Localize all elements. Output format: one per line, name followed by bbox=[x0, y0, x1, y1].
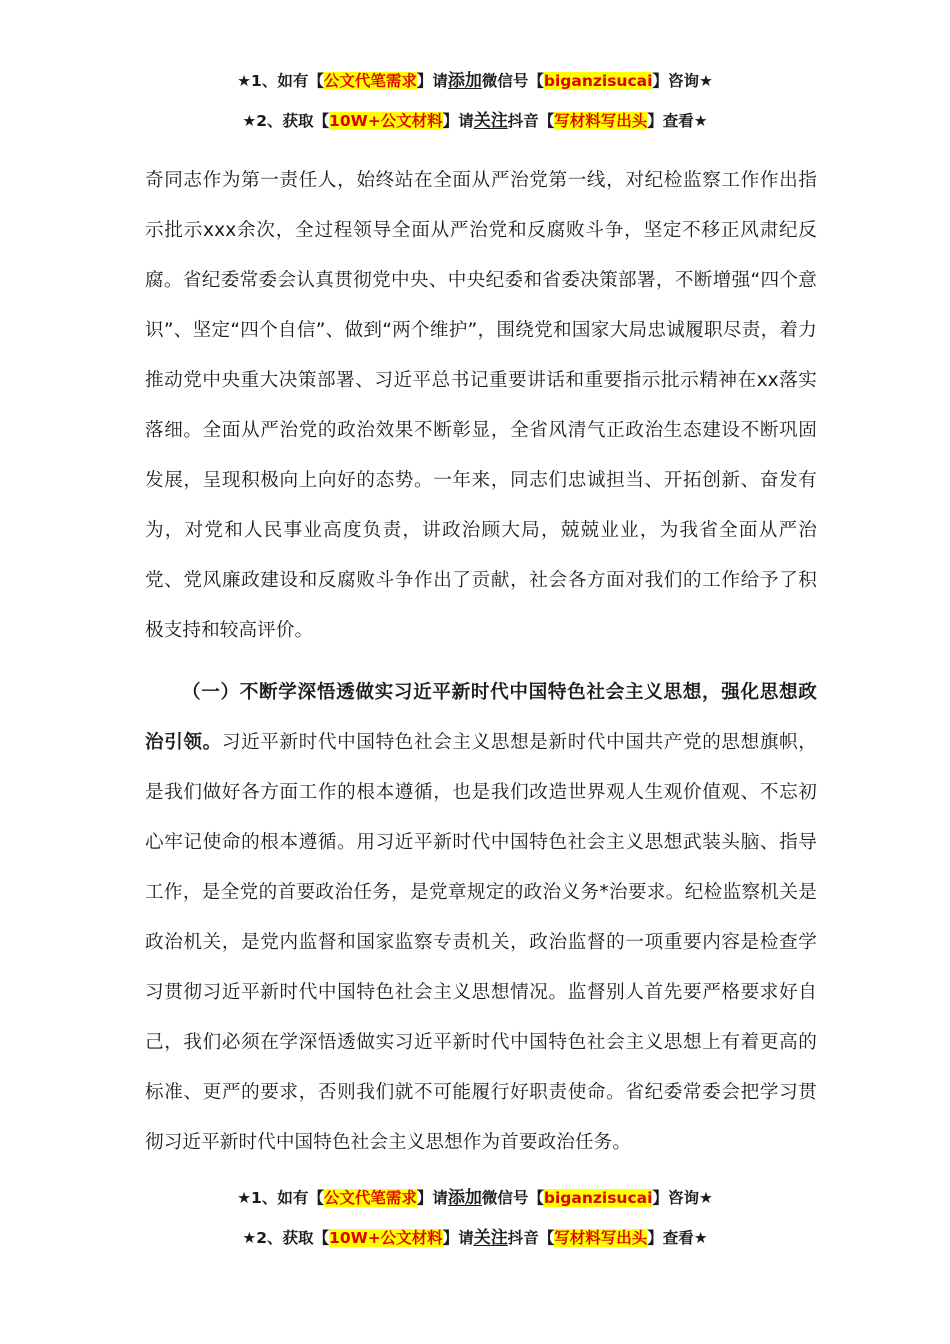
footer-banner-line-1 bbox=[0, 1187, 950, 1209]
footer-banner-line-2 bbox=[0, 1227, 950, 1249]
section-heading: （一）不断学深悟透做实习近平新时代中国特色社会主义思想，强化思想政治引领。 bbox=[145, 682, 817, 753]
banner-text: 】请 bbox=[416, 72, 448, 90]
banner-highlight-wechat-id: biganzisucai bbox=[543, 1189, 653, 1207]
header-banner-line-1 bbox=[0, 70, 950, 92]
banner-underline-follow: 关注 bbox=[473, 111, 508, 131]
banner-text: 抖音【 bbox=[507, 112, 555, 130]
banner-text: 】请 bbox=[442, 112, 474, 130]
banner-text: 微信号【 bbox=[481, 72, 544, 90]
banner-highlight-materials: 10W+公文材料 bbox=[329, 112, 443, 130]
banner-text: ★1、如有【 bbox=[237, 72, 324, 90]
banner-text: 】查看★ bbox=[647, 112, 708, 130]
banner-underline-add: 添加 bbox=[447, 71, 482, 91]
banner-underline-add: 添加 bbox=[447, 1188, 482, 1208]
banner-highlight-ghostwriting: 公文代笔需求 bbox=[323, 72, 417, 90]
paragraph-2 bbox=[145, 668, 817, 1168]
section-text: 习近平新时代中国特色社会主义思想是新时代中国共产党的思想旗帜，是我们做好各方面工作的根本遵循，也是我们改造世界观人生观价值观、不忘初心牢记使命的根本遵循。用习近平新时代中国特色社会主义思想武装头脑、指导工作，是全党的首要政治任务，是党章规定的政治义务*治要求。纪检监察机关是政治机关，是党内监督和国家监察专责机关，政治监督的一项重要内容是检查学习贯彻习近平新时代中国特色社会主义思想情况。监督别人首先要严格要求好自己，我们必须在学深悟透做实习近平新时代中国特色社会主义思想上有着更高的标准、更严的要求，否则我们就不可能履行好职责使命。省纪委常委会把学习贯彻习近平新时代中国特色社会主义思想作为首要政治任务。 bbox=[145, 732, 817, 1153]
paragraph-1: 奇同志作为第一责任人，始终站在全面从严治党第一线，对纪检监察工作作出指示批示xxx余次，全过程领导全面从严治党和反腐败斗争，坚定不移正风肃纪反腐。省纪委常委会认真贯彻党中央、中央纪委和省委决策部署，不断增强“四个意识”、坚定“四个自信”、做到“两个维护”，围绕党和国家大局忠诚履职尽责，着力推动党中央重大决策部署、习近平总书记重要讲话和重要指示批示精神在xx落实落细。全面从严治党的政治效果不断彰显，全省风清气正政治生态建设不断巩固发展，呈现积极向上向好的态势。一年来，同志们忠诚担当、开拓创新、奋发有为，对党和人民事业高度负责，讲政治顾大局，兢兢业业，为我省全面从严治党、党风廉政建设和反腐败斗争作出了贡献，社会各方面对我们的工作给予了积极支持和较高评价。 bbox=[145, 170, 817, 641]
banner-text: ★2、获取【 bbox=[242, 1229, 330, 1247]
banner-text: 】查看★ bbox=[647, 1229, 708, 1247]
banner-highlight-materials: 10W+公文材料 bbox=[329, 1229, 443, 1247]
banner-text: 】请 bbox=[416, 1189, 448, 1207]
banner-highlight-douyin: 写材料写出头 bbox=[554, 1229, 648, 1247]
banner-underline-follow: 关注 bbox=[473, 1228, 508, 1248]
banner-highlight-ghostwriting: 公文代笔需求 bbox=[323, 1189, 417, 1207]
banner-text: ★1、如有【 bbox=[237, 1189, 324, 1207]
banner-text: 抖音【 bbox=[507, 1229, 555, 1247]
banner-text: 】请 bbox=[442, 1229, 474, 1247]
header-banner-line-2 bbox=[0, 110, 950, 132]
document-body bbox=[145, 156, 817, 1168]
banner-highlight-wechat-id: biganzisucai bbox=[543, 72, 653, 90]
banner-text: 】咨询★ bbox=[652, 72, 713, 90]
banner-text: 微信号【 bbox=[481, 1189, 544, 1207]
banner-highlight-douyin: 写材料写出头 bbox=[554, 112, 648, 130]
banner-text: 】咨询★ bbox=[652, 1189, 713, 1207]
banner-text: ★2、获取【 bbox=[242, 112, 330, 130]
